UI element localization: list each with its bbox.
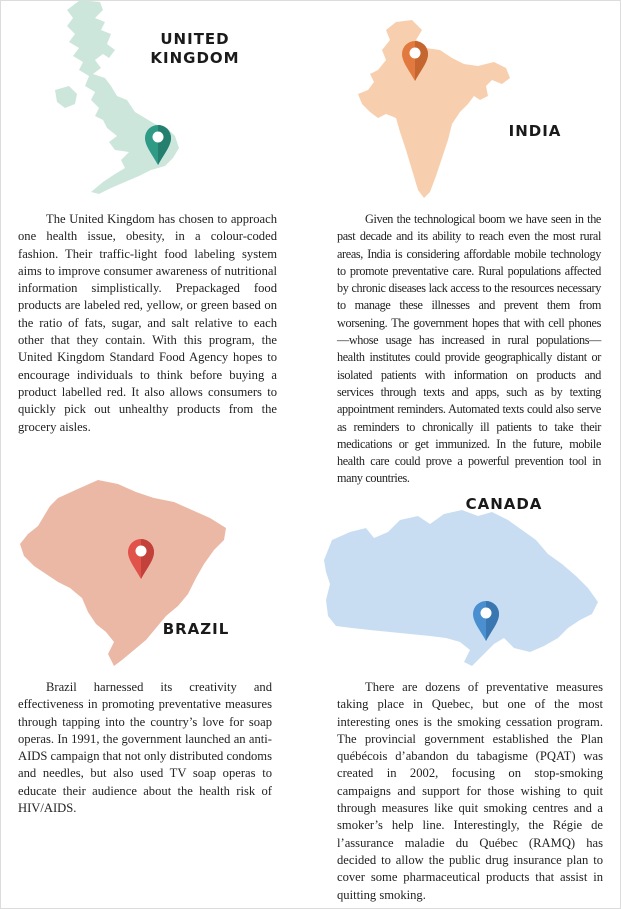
brazil-map-shape (18, 478, 228, 668)
uk-location-pin-icon (144, 124, 172, 166)
brazil-paragraph: Brazil harnessed its creativity and effectiveness in promoting preventative measures through tapping into the country’s love for soap operas. In 1991, the government launched an anti-AIDS campaign that not only distributed condoms and needles, but also used TV soap operas to educate their audience about the health risk of HIV/AIDS. (18, 680, 272, 816)
uk-paragraph: The United Kingdom has chosen to approach one health issue, obesity, in a colour-coded fashion. Their traffic-light food labeling system aims to improve consumer awareness of nutritional information simplistically. Prepackaged food products are labeled red, yellow, or green based on the ratio of fats, sugar, and salt relative to each other that they contain. With this program, the United Kingdom Standard Food Agency hopes to encourage individuals to think before buying a product labelled red. It also allows consumers to quickly pick out unhealthy products from the grocery aisles. (18, 212, 277, 434)
brazil-label: BRAZIL (162, 620, 230, 638)
india-label: INDIA (508, 122, 562, 140)
canada-map (322, 510, 602, 670)
canada-location-pin-icon (472, 600, 500, 642)
uk-label-line1: UNITED (160, 30, 230, 48)
canada-label: CANADA (465, 495, 543, 513)
india-map-shape (356, 20, 516, 200)
india-paragraph: Given the technological boom we have seen in the past decade and its ability to reach even the most rural areas, India is considering affordable mobile technology to promote preventative care. Rural populations affected by chronic diseases lack access to the resources necessary to manage these illnesses and prevent them from worsening. The government hopes that with cell phones—whose usage has increased in rural populations—health institutes could provide geographically distant or isolated patients with information on products and services through texts and apps, such as by texting appointment reminders. Automated texts could also serve as reminders to chronically ill patients to take their medications or get immunized. In the future, mobile health care could prove a powerful prevention tool in many countries. (337, 212, 601, 486)
uk-label-line2: KINGDOM (150, 49, 240, 67)
brazil-location-pin-icon (127, 538, 155, 580)
india-location-pin-icon (401, 40, 429, 82)
uk-label (150, 30, 240, 68)
canada-map-shape (322, 510, 602, 670)
brazil-map (18, 478, 228, 668)
india-map (356, 20, 516, 200)
canada-paragraph: There are dozens of preventative measures taking place in Quebec, but one of the most interesting ones is the smoking cessation program. The provincial government established the Plan québécois d’abandon du tabagisme (PQAT) was created in 2002, focusing on stop-smoking campaigns and support for those wishing to quit through measures like quit smoking centres and a smoker’s help line. Interestingly, the Régie de l’assurance maladie du Québec (RAMQ) has decided to allow the public drug insurance plan to cover some pharmaceutical products that assist in quitting smoking. (337, 680, 603, 902)
